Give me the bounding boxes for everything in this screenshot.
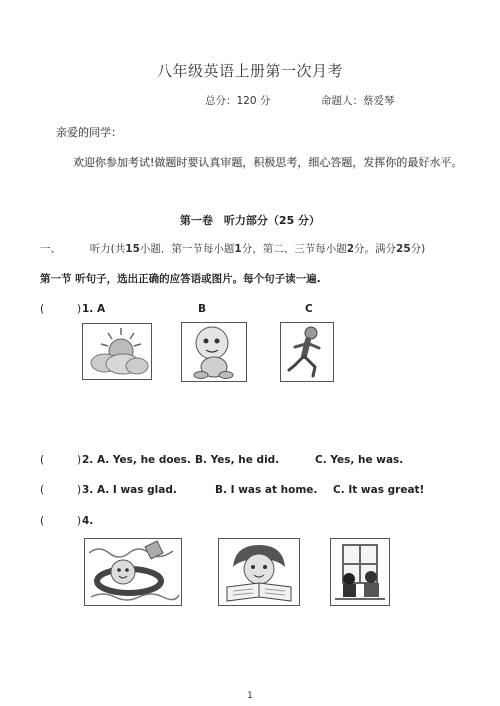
q2-option-c: C. Yes, he was. xyxy=(315,454,404,466)
part1-question-count: 15 xyxy=(125,243,140,255)
baby-icon xyxy=(182,323,246,381)
q2-option-a: 2. A. Yes, he does. xyxy=(82,454,191,466)
kids-by-window-icon xyxy=(331,539,389,605)
part1-text-d: 分。满分 xyxy=(354,243,397,255)
reading-girl-icon xyxy=(219,539,299,605)
section1-instructions: 第一节 听句子，选出正确的应答语或图片。每个句子读一遍. xyxy=(40,273,321,285)
part1-text-b: 小题．第一节每小题 xyxy=(139,243,235,255)
q1-option-b-label: B xyxy=(198,303,207,315)
q4-image-b-reading[interactable] xyxy=(218,538,300,606)
q1-image-c-runner[interactable] xyxy=(280,322,334,382)
total-score: 总分：120 分 xyxy=(205,95,271,107)
q4-answer-paren-close: ) xyxy=(77,515,82,527)
q1-option-c-label: C xyxy=(305,303,313,315)
q1-answer-paren-close: ) xyxy=(77,303,82,315)
greeting: 亲爱的同学： xyxy=(56,126,122,139)
q1-image-b-baby[interactable] xyxy=(181,322,247,382)
part1-heading xyxy=(40,241,425,256)
swimming-child-icon xyxy=(85,539,181,605)
q3-option-a: 3. A. I was glad. xyxy=(82,484,177,496)
part1-number: 一、 xyxy=(40,243,61,255)
q3-option-b: B. I was at home. xyxy=(215,484,318,496)
part1-text-c: 分，第二、三节每小题 xyxy=(241,243,347,255)
running-boy-icon xyxy=(281,323,333,381)
q4-label: 4. xyxy=(82,515,94,527)
q3-answer-paren-open[interactable]: ( xyxy=(40,484,45,496)
exam-author: 命题人：蔡爱琴 xyxy=(321,95,395,107)
q3-answer-paren-close: ) xyxy=(77,484,82,496)
q2-answer-paren-open[interactable]: ( xyxy=(40,454,45,466)
section-title: 第一卷 听力部分（25 分） xyxy=(179,214,321,227)
part1-text-e: 分) xyxy=(410,243,426,255)
exam-title: 八年级英语上册第一次月考 xyxy=(156,62,343,80)
q2-option-b: B. Yes, he did. xyxy=(195,454,280,466)
q4-image-a-swimming[interactable] xyxy=(84,538,182,606)
page-number: 1 xyxy=(247,691,253,701)
q1-option-a-label: 1. A xyxy=(82,303,106,315)
q4-answer-paren-open[interactable]: ( xyxy=(40,515,45,527)
part1-total-points: 25 xyxy=(396,243,411,255)
q1-image-a-sun-cloud[interactable] xyxy=(82,323,152,380)
q3-option-c: C. It was great! xyxy=(333,484,425,496)
part1-text-a: 听力(共 xyxy=(89,243,126,255)
sun-cloud-icon xyxy=(83,324,151,379)
q1-answer-paren-open[interactable]: ( xyxy=(40,303,45,315)
q2-answer-paren-close: ) xyxy=(77,454,82,466)
part1-points-section23: 2 xyxy=(346,243,355,255)
part1-points-section1: 1 xyxy=(234,243,242,255)
q4-image-c-window-kids[interactable] xyxy=(330,538,390,606)
intro-text: 欢迎你参加考试!做题时要认真审题，积极思考，细心答题，发挥你的最好水平。 xyxy=(73,156,463,169)
